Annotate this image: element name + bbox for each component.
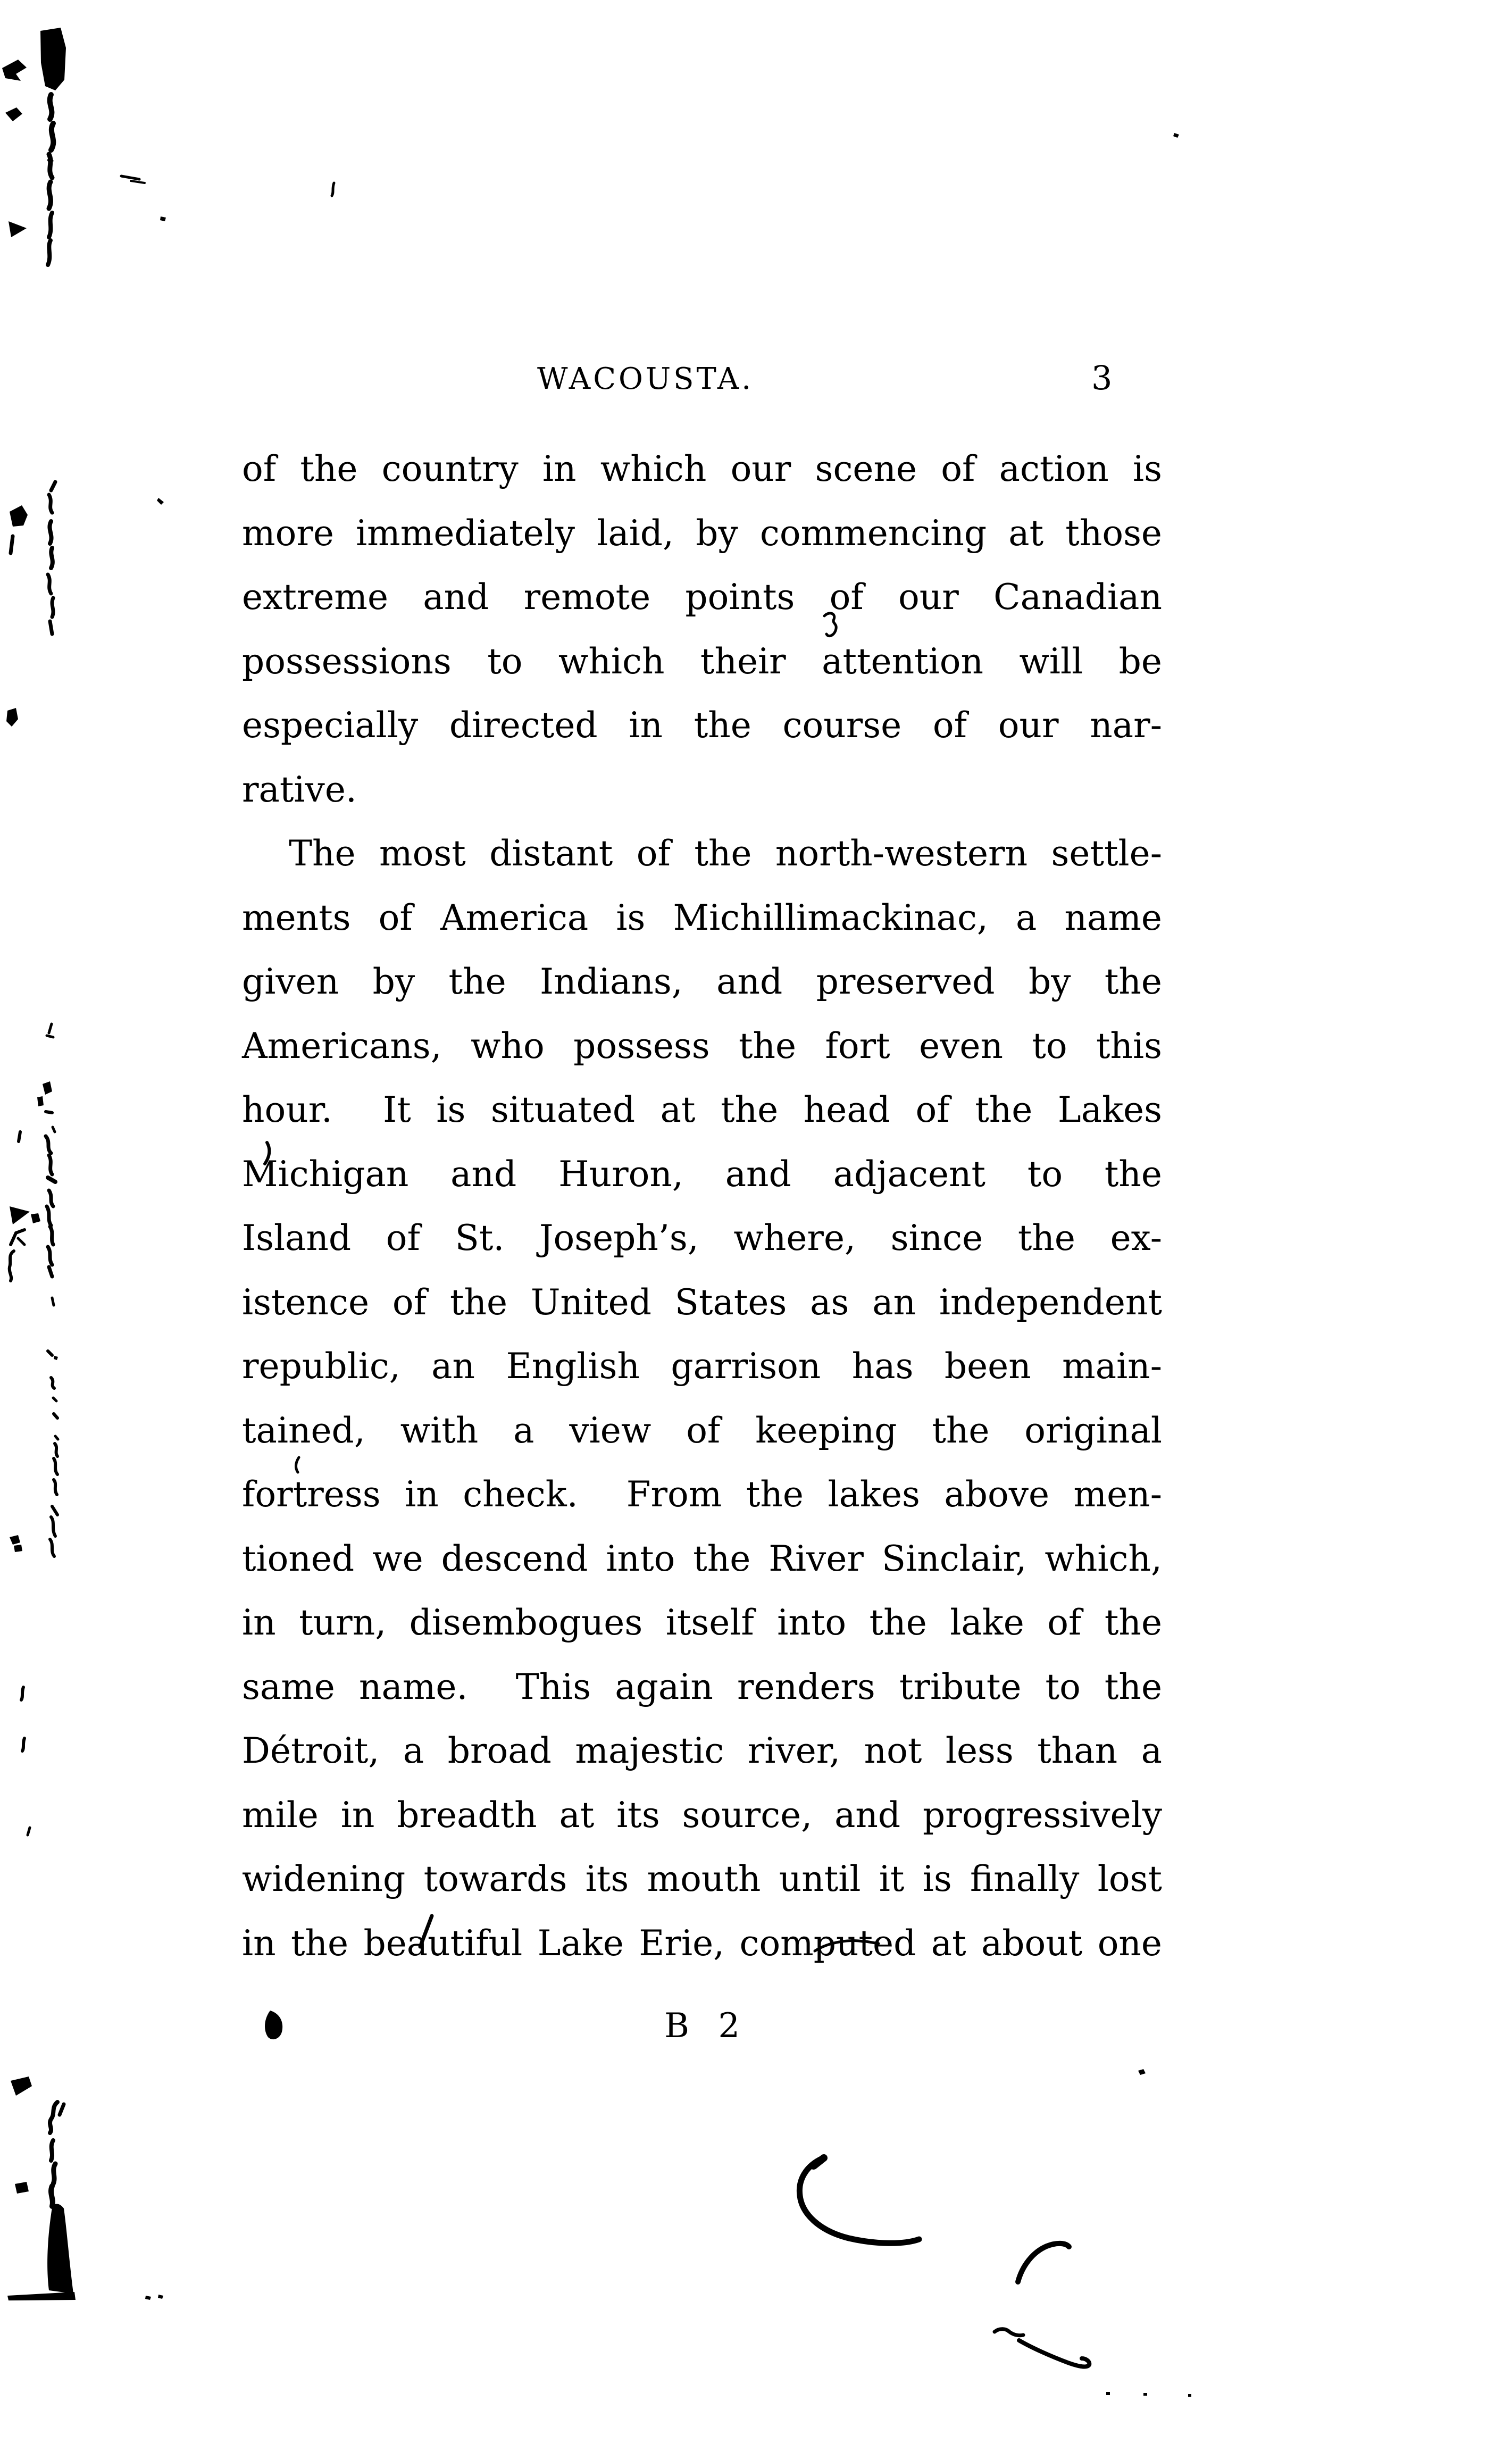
ink-mark — [55, 1436, 58, 1439]
ink-mark — [21, 1687, 23, 1700]
ink-mark — [54, 1458, 57, 1474]
ink-mark — [332, 183, 334, 196]
text-line: Island of St. Joseph’s, where, since the ex- — [242, 1218, 1162, 1258]
text-line: Détroit, a broad majestic river, not less than a — [242, 1730, 1162, 1771]
ink-mark — [48, 1351, 52, 1355]
ink-mark — [46, 1112, 52, 1113]
ink-mark — [158, 2295, 163, 2299]
text-line: in turn, disembogues itself into the lake of the — [242, 1602, 1162, 1643]
ink-mark — [48, 240, 51, 265]
text-line: ments of America is Michillimackinac, a name — [242, 897, 1162, 938]
ink-mark — [50, 2102, 57, 2133]
ink-mark — [11, 2077, 32, 2096]
text-line: of the country in which our scene of action is — [242, 448, 1162, 489]
text-line: Michigan and Huron, and adjacent to the — [242, 1153, 1162, 1195]
ink-mark — [160, 216, 166, 221]
ink-mark — [22, 1738, 24, 1751]
ink-mark — [49, 182, 51, 209]
text-line: same name. This again renders tribute to the — [242, 1666, 1162, 1707]
ink-mark — [52, 598, 53, 617]
text-line: given by the Indians, and preserved by the — [242, 961, 1162, 1002]
ink-mark — [49, 495, 52, 513]
ink-mark — [6, 708, 18, 727]
ink-mark — [48, 1178, 55, 1182]
ink-mark — [1188, 2394, 1191, 2397]
ink-mark — [49, 1190, 53, 1206]
text-line: extreme and remote points of our Canadian — [242, 577, 1162, 618]
text-line: tioned we descend into the River Sinclair, which, — [242, 1538, 1162, 1579]
ink-mark — [54, 1480, 57, 1495]
ink-mark — [145, 2296, 151, 2300]
ink-mark — [46, 1136, 51, 1153]
ink-mark — [814, 2158, 824, 2166]
ink-mark — [55, 1444, 57, 1456]
ink-mark — [28, 1828, 30, 1835]
ink-mark — [1018, 2244, 1069, 2282]
ink-mark — [54, 1414, 57, 1418]
text-line: fortress in check. From the lakes above men- — [242, 1474, 1162, 1515]
ink-mark — [1143, 2393, 1147, 2396]
text-line: hour. It is situated at the head of the Lakes — [242, 1089, 1162, 1130]
ink-mark — [121, 176, 139, 179]
ink-mark — [7, 2292, 76, 2300]
ink-mark — [49, 1024, 52, 1033]
ink-mark — [50, 95, 52, 119]
ink-mark — [49, 521, 51, 544]
ink-mark — [1173, 133, 1179, 138]
ink-mark — [47, 158, 54, 163]
ink-mark — [11, 536, 13, 553]
text-line: mile in breadth at its source, and progressively — [242, 1794, 1162, 1836]
ink-mark — [15, 2182, 29, 2194]
ink-mark — [53, 1398, 56, 1401]
ink-mark — [49, 1267, 52, 1277]
ink-mark — [51, 482, 55, 490]
ink-mark — [51, 2140, 53, 2161]
text-line: republic, an English garrison has been main- — [242, 1346, 1162, 1387]
ink-mark — [47, 1206, 51, 1225]
text-line: widening towards its mouth until it is finally lost — [242, 1858, 1162, 1899]
ink-mark — [14, 1545, 22, 1552]
ink-mark — [47, 1036, 53, 1037]
ink-mark — [52, 1506, 57, 1515]
text-line: especially directed in the course of our nar- — [242, 705, 1162, 746]
ink-mark — [1019, 2340, 1089, 2366]
ink-mark — [995, 2329, 1023, 2336]
ink-mark — [50, 1227, 53, 1245]
ink-mark — [54, 1356, 58, 1360]
ink-mark — [51, 548, 53, 568]
ink-mark — [50, 621, 52, 634]
signature-mark: B 2 — [664, 2006, 740, 2046]
ink-mark — [10, 1535, 20, 1545]
ink-mark — [799, 2158, 919, 2243]
page-number: 3 — [1091, 358, 1113, 397]
ink-mark — [51, 123, 53, 150]
ink-mark — [51, 1378, 54, 1388]
ink-mark — [10, 1206, 30, 1224]
text-line: Americans, who possess the fort even to this — [242, 1025, 1162, 1066]
text-line: istence of the United States as an independent — [242, 1281, 1162, 1323]
text-line: rative. — [242, 769, 357, 810]
ink-mark — [18, 1238, 24, 1245]
ink-mark — [49, 154, 52, 178]
ink-mark — [31, 1213, 40, 1223]
ink-mark — [48, 1247, 52, 1265]
ink-mark — [49, 213, 52, 237]
ink-mark — [10, 1251, 14, 1281]
ink-mark — [49, 1155, 52, 1174]
ink-mark — [11, 1230, 24, 1245]
ink-mark — [43, 1081, 52, 1095]
ink-mark — [1138, 2069, 1146, 2075]
ink-mark — [1106, 2392, 1110, 2395]
text-line: more immediately laid, by commencing at those — [242, 512, 1162, 554]
ink-mark — [2, 60, 27, 81]
ink-mark — [19, 1132, 20, 1141]
ink-mark — [53, 2164, 55, 2184]
running-title: WACOUSTA. — [537, 362, 754, 396]
text-line: in the beautiful Lake Erie, computed at about one — [242, 1922, 1162, 1964]
ink-mark — [10, 505, 28, 527]
ink-mark — [157, 498, 164, 505]
ink-mark — [51, 2186, 53, 2206]
ink-mark — [9, 221, 27, 237]
ink-mark — [50, 1539, 54, 1556]
text-line: tained, with a view of keeping the original — [242, 1410, 1162, 1451]
ink-mark — [60, 2104, 64, 2115]
ink-mark — [131, 181, 145, 183]
text-line: possessions to which their attention will be — [242, 640, 1162, 682]
ink-mark — [37, 1096, 44, 1106]
ink-mark — [51, 1517, 55, 1536]
text-line: The most distant of the north-western settle- — [289, 833, 1162, 874]
ink-mark — [48, 574, 51, 594]
ink-mark — [5, 107, 22, 121]
text-column — [242, 437, 1162, 1975]
ink-mark — [47, 2204, 73, 2294]
ink-mark — [52, 1298, 54, 1305]
ink-mark — [40, 28, 66, 90]
ink-mark — [53, 1127, 55, 1132]
